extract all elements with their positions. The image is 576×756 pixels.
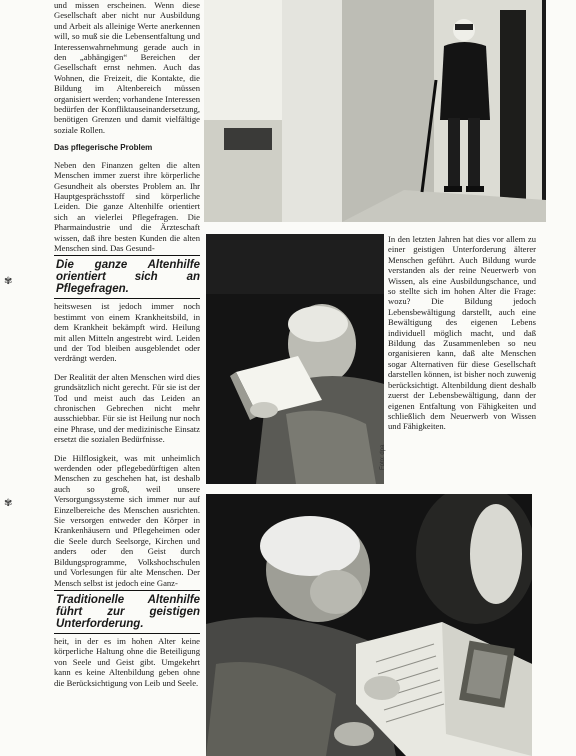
- pull-quote: Die ganze Altenhilfe orientiert sich an Pflegefragen.: [54, 255, 200, 299]
- photo-man-with-large-book-image: [206, 494, 532, 756]
- photo-credit: Foto: dpa: [380, 444, 386, 470]
- paragraph: Neben den Finanzen gelten die alten Menschen immer zuerst ihre körperliche Gesundheit als oberstes Problem an. Ihr Hauptgesprächsstoff sind körperliche Leiden. Die ganze Altenhilfe orientiert sich an vielerlei Pflegefragen. Die Pharmaindustrie und die Ärzteschaft wissen, daß ihre besten Kunden die alten Menschen sind. Das Gesund-: [54, 159, 200, 253]
- section-heading: Das pflegerische Problem: [54, 143, 153, 153]
- photo-man-reading: [206, 234, 384, 484]
- photo-man-with-large-book: [206, 494, 532, 756]
- paragraph: heitswesen ist jedoch immer noch bestimmt von einem Krankheitsbild, in dem Krankheit bekämpft wird. Heilung mit allen Mitteln angestrebt wird. Leiden und der Tod bleiben ausgeblendet oder verdrängt werden.: [54, 301, 200, 364]
- left-text-column: [54, 0, 200, 756]
- paragraph: heit, in der es im hohen Alter keine körperliche Haltung ohne die Beteiligung von Seele und Geist gibt. Umgekehrt kann es keine Altenbildung geben ohne die Berücksichtigung von Leib und Seele.: [54, 635, 200, 688]
- margin-mark-icon: ✾: [4, 276, 13, 287]
- paragraph: Die Hilflosigkeit, was mit unheimlich werdenden oder pflegebedürftigen alten Menschen zu geschehen hat, ist deshalb auch so groß, weil unsere Versorgungssysteme sich immer nur auf Einzelbereiche des Menschen ausrichten. Sie versorgen entweder den Körper in Krankenhäusern und Pflegeheimen oder die Seele durch Seelsorge, Kirchen und anders oder den Geist durch Bildungsprogramme, Volkshochschulen und Vorlesungen für alte Menschen. Der Mensch selbst ist jedoch eine Ganz-: [54, 452, 200, 588]
- photo-man-with-cane: [204, 0, 546, 222]
- pull-quote: Traditionelle Altenhilfe führt zur geistigen Unterforderung.: [54, 590, 200, 634]
- photo-man-reading-image: [206, 234, 384, 484]
- paragraph: und missen erscheinen. Wenn diese Gesellschaft aber nicht nur Ausbildung und Arbeit als alleinige Werte anerkennen will, so muß sie die Lebensentfaltung und Interessenwahrnehmung gerade auch in den „abhängigen“ Bereichen der Gesellschaft ernst nehmen. Auch das Wohnen, die Freizeit, die Kontakte, die Bildung im Altenbereich müssen organisiert werden; vorhandene Interessen bedürfen der Konfliktauseinandersetzung, benötigen Grenzen und damit vielfältige soziale Rollen.: [54, 0, 200, 135]
- paragraph: In den letzten Jahren hat dies vor allem zu einer geistigen Unterforderung älterer Menschen geführt. Auch Bildung wurde verstanden als der reine Neuerwerb von Wissen, als eine Ausbildungschance, und so stellte sich im hohen Alter die Frage: wozu? Die Bildung jedoch Lebensbewältigung darstellt, auch eine Bewältigung des eigenen Lebens individuell möglich macht, und daß Bildung das Zusammenleben so neu organisieren kann, daß alte Menschen sogar Alternativen für diese Gesellschaft darstellen können, ist bisher noch zuwenig berücksichtigt. Altenbildung dient deshalb zuerst der Lebensbewältigung, dann der eigenen Entfaltung von Fähigkeiten und schließlich dem Neuerwerb von Wissen und Fähigkeiten.: [388, 234, 536, 432]
- paragraph: Der Realität der alten Menschen wird dies grundsätzlich nicht gerecht. Für sie ist der Tod und meist auch das Leiden an chronischen Gebrechen nicht mehr ausschiebbar. Für sie ist Heilung nur noch eine Phrase, und der medizinische Einsatz ersetzt die sozialen Bedürfnisse.: [54, 371, 200, 445]
- margin-mark-icon: ✾: [4, 498, 13, 509]
- right-text-column: [388, 234, 536, 490]
- photo-man-with-cane-image: [204, 0, 546, 222]
